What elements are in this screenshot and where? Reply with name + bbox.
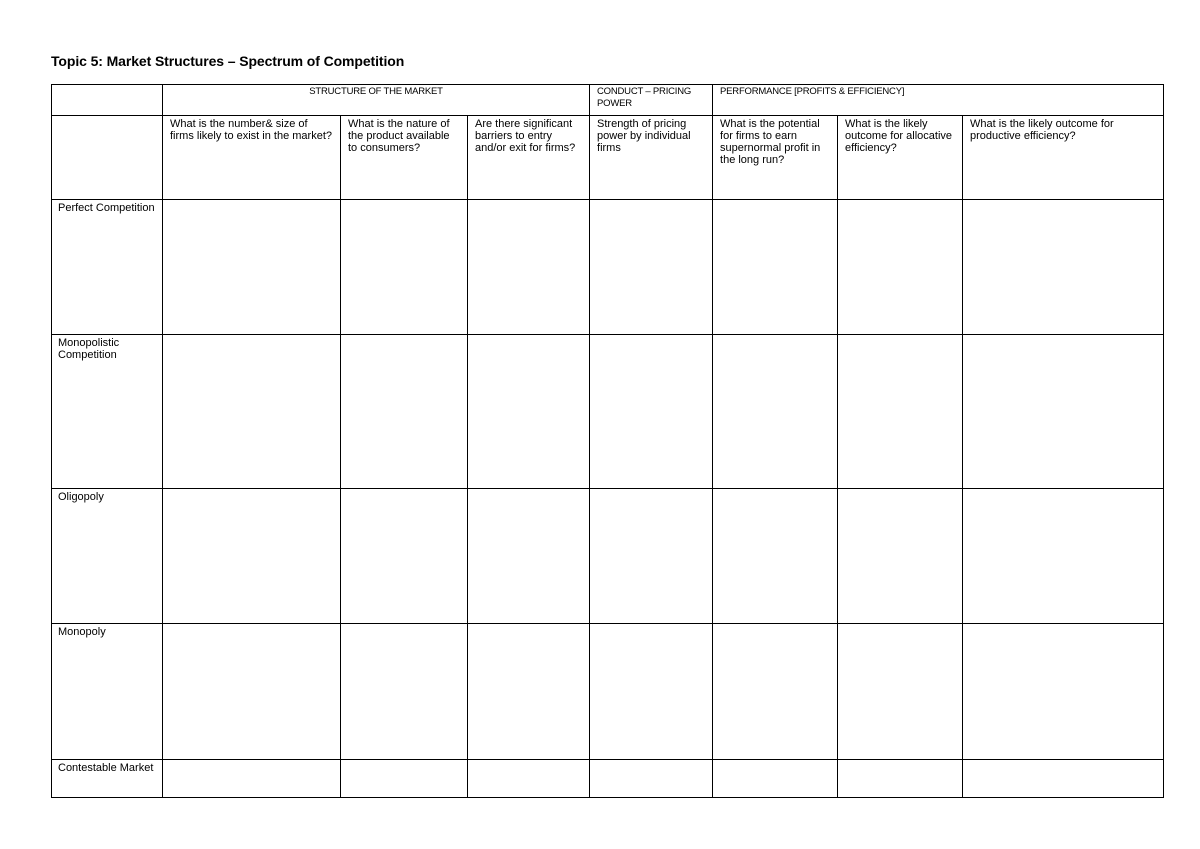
answer-cell[interactable] [163, 624, 341, 760]
question-firm-number: What is the number& size of firms likely to exist in the market? [163, 116, 341, 200]
answer-cell[interactable] [590, 489, 713, 624]
answer-cell[interactable] [838, 335, 963, 489]
page-title: Topic 5: Market Structures – Spectrum of Competition [51, 53, 405, 69]
question-productive-efficiency: What is the likely outcome for productive efficiency? [963, 116, 1164, 200]
answer-cell[interactable] [468, 200, 590, 335]
answer-cell[interactable] [963, 624, 1164, 760]
row-label-contestable-market: Contestable Market [52, 760, 163, 798]
corner-cell [52, 85, 163, 116]
answer-cell[interactable] [838, 760, 963, 798]
table-row [52, 200, 1164, 335]
answer-cell[interactable] [163, 760, 341, 798]
table-row [52, 760, 1164, 798]
question-header-row [52, 116, 1164, 200]
structure-header: STRUCTURE OF THE MARKET [163, 85, 590, 116]
answer-cell[interactable] [838, 200, 963, 335]
table-row [52, 624, 1164, 760]
conduct-header: CONDUCT – PRICING POWER [590, 85, 713, 116]
question-pricing-power: Strength of pricing power by individual firms [590, 116, 713, 200]
answer-cell[interactable] [163, 489, 341, 624]
answer-cell[interactable] [713, 489, 838, 624]
question-barriers: Are there significant barriers to entry and/or exit for firms? [468, 116, 590, 200]
answer-cell[interactable] [963, 200, 1164, 335]
row-label-perfect-competition: Perfect Competition [52, 200, 163, 335]
answer-cell[interactable] [713, 624, 838, 760]
answer-cell[interactable] [468, 624, 590, 760]
answer-cell[interactable] [713, 760, 838, 798]
answer-cell[interactable] [590, 760, 713, 798]
answer-cell[interactable] [590, 200, 713, 335]
question-corner-cell [52, 116, 163, 200]
answer-cell[interactable] [468, 335, 590, 489]
answer-cell[interactable] [341, 624, 468, 760]
answer-cell[interactable] [341, 489, 468, 624]
answer-cell[interactable] [963, 489, 1164, 624]
question-allocative-efficiency: What is the likely outcome for allocative efficiency? [838, 116, 963, 200]
table-row [52, 489, 1164, 624]
question-product-nature: What is the nature of the product available to consumers? [341, 116, 468, 200]
row-label-monopoly: Monopoly [52, 624, 163, 760]
row-label-monopolistic-competition: Monopolistic Competition [52, 335, 163, 489]
answer-cell[interactable] [963, 760, 1164, 798]
answer-cell[interactable] [163, 335, 341, 489]
answer-cell[interactable] [468, 760, 590, 798]
group-header-row [52, 85, 1164, 116]
answer-cell[interactable] [713, 200, 838, 335]
answer-cell[interactable] [838, 489, 963, 624]
answer-cell[interactable] [468, 489, 590, 624]
answer-cell[interactable] [163, 200, 341, 335]
table-row [52, 335, 1164, 489]
answer-cell[interactable] [590, 335, 713, 489]
answer-cell[interactable] [590, 624, 713, 760]
answer-cell[interactable] [341, 335, 468, 489]
answer-cell[interactable] [713, 335, 838, 489]
answer-cell[interactable] [838, 624, 963, 760]
answer-cell[interactable] [341, 760, 468, 798]
answer-cell[interactable] [341, 200, 468, 335]
performance-header: PERFORMANCE [PROFITS & EFFICIENCY] [713, 85, 1164, 116]
answer-cell[interactable] [963, 335, 1164, 489]
question-supernormal-profit: What is the potential for firms to earn supernormal profit in the long run? [713, 116, 838, 200]
market-structures-table [51, 84, 1164, 798]
row-label-oligopoly: Oligopoly [52, 489, 163, 624]
